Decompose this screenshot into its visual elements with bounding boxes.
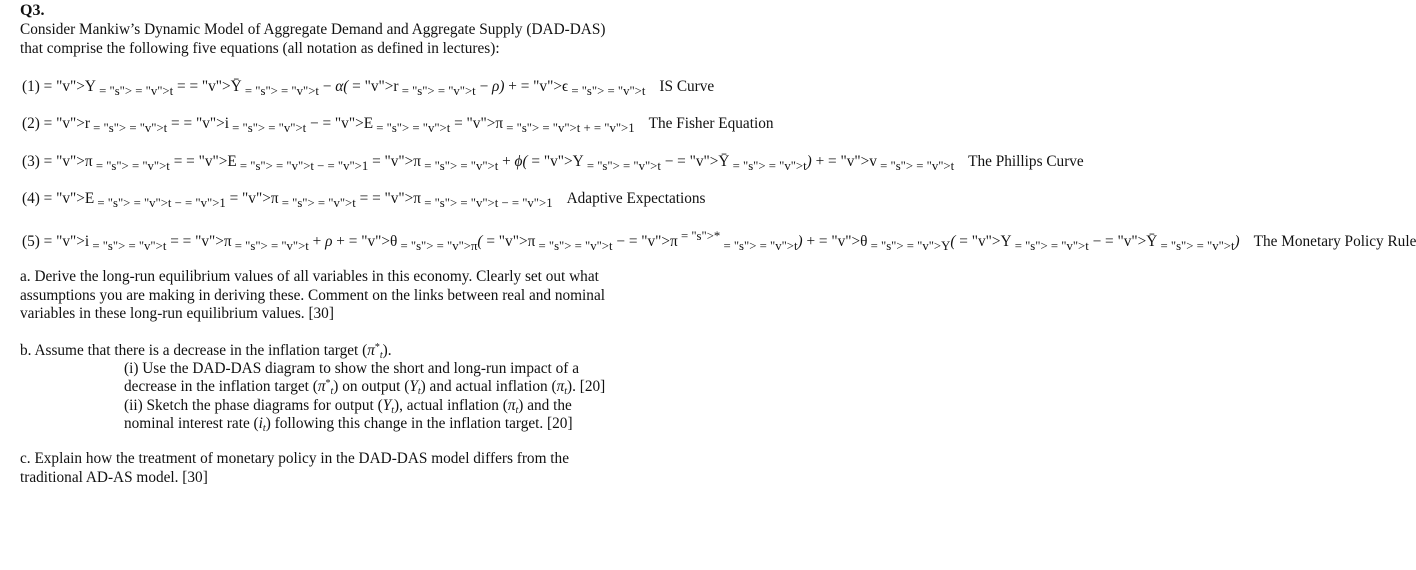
question-intro: Consider Mankiw’s Dynamic Model of Aggregate Demand and Aggregate Supply (DAD-DAS) that comprise the following five equations (all notation as defined in lectures): [20, 21, 606, 57]
equation-label: IS Curve [659, 78, 715, 95]
equation-number: (4) [22, 189, 44, 207]
part-a: a. Derive the long-run equilibrium values of all variables in this economy. Clearly set out what assumptions you are making in deriving these. Comment on the links between real and nominal variables in these long-run equilibrium values. [30] [20, 268, 605, 323]
part-b-intro: b. Assume that there is a decrease in the inflation target $(\pi^*_t)$. [20, 341, 392, 361]
part-b-i: (i) Use the DAD-DAS diagram to show the short and long-run impact of a decrease in the inflation target $(\pi^*_t)$ on output $(Y_t)$ and actual inflation $(\pi_t)$. [20] [124, 360, 606, 398]
equation-label: The Monetary Policy Rule [1253, 233, 1416, 251]
part-b-ii: (ii) Sketch the phase diagrams for output $(Y_t)$, actual inflation $(\pi_t)$ and the nominal interest rate $(i_t)$ following this change in the inflation target. [20] [124, 396, 573, 435]
equation-formula: = "v">r $_{= "s"> = "v">t}$ = = "v">i $_{= "s"> = "v">t}$ − = "v">E $_{= "s"> = "v">t}$ = "v">π $_{= "s"> = "v">t + = "v">1}$ [43, 115, 635, 136]
equation-1 [22, 78, 715, 99]
equation-number: (2) [22, 115, 44, 133]
equation-formula: = "v">π $_{= "s"> = "v">t}$ = = "v">E $_{= "s"> = "v">t - = "v">1}$ = "v">π $_{= "s"> = "v">t}$ + ϕ( = "v">Y $_{= "s"> = "v">t}$ − = "v">Ȳ $_{= "s"> = "v">t}$) + = "v">v $_{= "s"> = "v">t}$ [43, 152, 955, 173]
equation-list [20, 78, 1416, 254]
equation-number: (3) [22, 152, 44, 170]
equation-number: (1) [22, 78, 44, 95]
question-page [20, 2, 1416, 487]
question-title: Q3. [20, 2, 45, 19]
equation-4 [22, 189, 706, 210]
part-c: c. Explain how the treatment of monetary policy in the DAD-DAS model differs from the traditional AD-AS model. [30] [20, 450, 569, 486]
equation-5 [22, 227, 1416, 254]
equation-3 [22, 152, 1084, 173]
equation-label: Adaptive Expectations [566, 189, 706, 207]
equation-formula: = "v">E $_{= "s"> = "v">t - = "v">1}$ = "v">π $_{= "s"> = "v">t}$ = = "v">π $_{= "s"> = "v">t - = "v">1}$ [43, 189, 553, 210]
equation-label: The Phillips Curve [968, 152, 1084, 170]
equation-formula: = "v">Y $_{= "s"> = "v">t}$ = = "v">Ȳ $_{= "s"> = "v">t}$ − α( = "v">r $_{= "s"> = "v">t}$ − ρ) + = "v">ϵ $_{= "s"> = "v">t}$ [43, 78, 646, 99]
equation-2 [22, 115, 774, 136]
equation-label: The Fisher Equation [648, 115, 774, 133]
equation-number: (5) [22, 233, 44, 251]
equation-formula: = "v">i $_{= "s"> = "v">t}$ = = "v">π $_{= "s"> = "v">t}$ + ρ + = "v">θ $_{= "s"> = "v">\pi}$( = "v">π $_{= "s"> = "v">t}$ − = "v">π $^{= "s">*}$ $_{= "s"> = "v">t}$) + = "v">θ $_{= "s"> = "v">Y}$( = "v">Y $_{= "s"> = "v">t}$ − = "v">Ȳ $_{= "s"> = "v">t}$) [43, 229, 1240, 254]
